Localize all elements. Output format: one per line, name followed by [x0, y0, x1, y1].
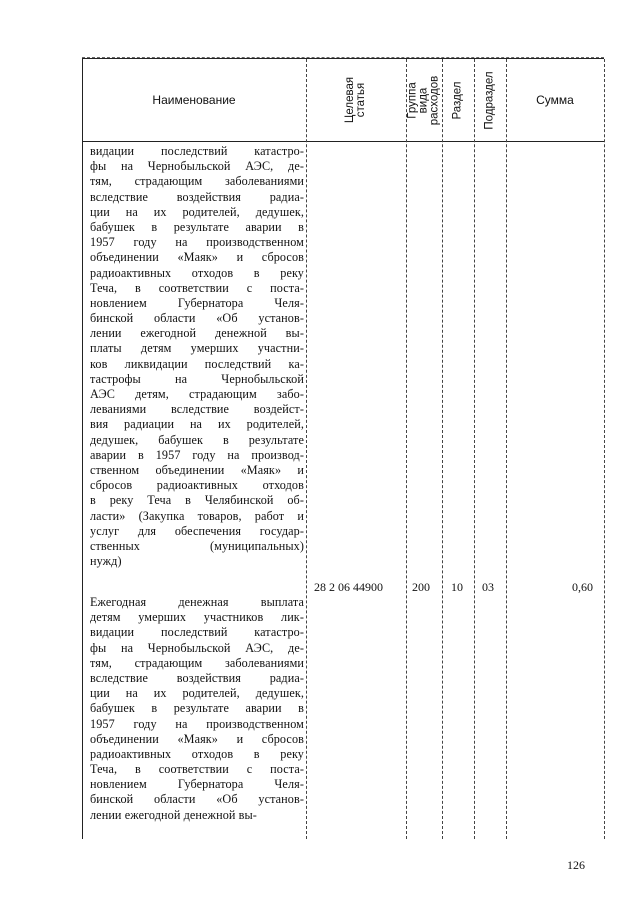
row1-line: радиоактивных отходов в реку: [90, 265, 304, 280]
header-section: [442, 59, 474, 142]
column-divider: [406, 59, 407, 839]
header-subsection-text: Подраздел: [483, 70, 496, 130]
header-sum: [506, 59, 604, 142]
row1-line: ков ликвидации последствий ка-: [90, 356, 304, 371]
row1-line: аварии в 1957 году на производ-: [90, 447, 304, 462]
header-group-text: Группа вида расходов: [406, 75, 441, 125]
row2-line: Теча, в соответствии с поста-: [90, 762, 304, 777]
row1-line: ственном объединении «Маяк» и: [90, 462, 304, 477]
row1-section: 10: [451, 580, 463, 594]
row2-line: лении ежегодной денежной вы-: [90, 807, 257, 822]
row1-line: бабушек в результате аварии в: [90, 219, 304, 234]
header-target-text: Целевая статья: [344, 76, 367, 124]
header-target: [306, 59, 406, 142]
row1-line: тям, страдающим заболеваниями: [90, 174, 304, 189]
page-number: 126: [567, 858, 585, 872]
column-divider: [442, 59, 443, 839]
column-divider: [474, 59, 475, 839]
column-divider: [604, 59, 605, 839]
row1-name-text: [90, 144, 304, 569]
row1-group: 200: [412, 580, 430, 594]
row1-line: тастрофы на Чернобыльской: [90, 371, 304, 386]
row1-subsection: 03: [482, 580, 494, 594]
row1-line: ции на их родителей, дедушек,: [90, 204, 304, 219]
row1-line: дедушек, бабушек в результате: [90, 432, 304, 447]
row1-line: в реку Теча в Челябинской об-: [90, 493, 304, 508]
row1-line: леваниями вследствие воздейст-: [90, 402, 304, 417]
row2-line: бинской области «Об установ-: [90, 792, 304, 807]
row2-name-text: [90, 595, 304, 823]
row2-line: ции на их родителей, дедушек,: [90, 686, 304, 701]
row2-line: вследствие воздействия радиа-: [90, 670, 304, 685]
row1-line: видации последствий катастро-: [90, 144, 304, 158]
header-section-text: Раздел: [451, 80, 464, 120]
row1-line: бинской области «Об установ-: [90, 311, 304, 326]
row2-line: объединении «Маяк» и сбросов: [90, 731, 304, 746]
row2-line: бабушек в результате аварии в: [90, 701, 304, 716]
row1-line: вследствие воздействия радиа-: [90, 189, 304, 204]
row1-line: ласти» (Закупка товаров, работ и: [90, 508, 304, 523]
column-divider: [306, 59, 307, 839]
row2-line: Ежегодная денежная выплата: [90, 595, 304, 609]
row1-line: фы на Чернобыльской АЭС, де-: [90, 159, 304, 174]
budget-table: [82, 58, 604, 839]
row1-line: 1957 году на производственном: [90, 235, 304, 250]
row2-line: видации последствий катастро-: [90, 625, 304, 640]
header-name-text: Наименование: [152, 93, 236, 107]
row2-line: тям, страдающим заболеваниями: [90, 655, 304, 670]
row1-line: Теча, в соответствии с поста-: [90, 280, 304, 295]
header-sum-text: Сумма: [536, 93, 574, 107]
header-group: [406, 59, 442, 142]
row1-line: сбросов радиоактивных отходов: [90, 478, 304, 493]
row2-line: радиоактивных отходов в реку: [90, 746, 304, 761]
row1-line: платы детям умерших участни-: [90, 341, 304, 356]
row1-line: АЭС детям, страдающим забо-: [90, 387, 304, 401]
header-subsection: [474, 59, 506, 142]
row2-line: детям умерших участников лик-: [90, 610, 304, 625]
column-divider: [82, 59, 83, 839]
row2-line: фы на Чернобыльской АЭС, де-: [90, 640, 304, 655]
row1-line: лении ежегодной денежной вы-: [90, 326, 304, 341]
row1-sum: 0,60: [572, 580, 593, 594]
row1-line: новлением Губернатора Челя-: [90, 295, 304, 310]
row1-target: 28 2 06 44900: [314, 580, 383, 594]
row1-line: ственных (муниципальных): [90, 538, 304, 553]
row2-line: новлением Губернатора Челя-: [90, 777, 304, 792]
row1-line: нужд): [90, 554, 122, 569]
row1-line: вия радиации на их родителей,: [90, 417, 304, 432]
header-name: [82, 59, 306, 142]
column-divider: [506, 59, 507, 839]
row2-line: 1957 году на производственном: [90, 716, 304, 731]
row1-line: услуг для обеспечения государ-: [90, 523, 304, 538]
row1-line: объединении «Маяк» и сбросов: [90, 250, 304, 265]
